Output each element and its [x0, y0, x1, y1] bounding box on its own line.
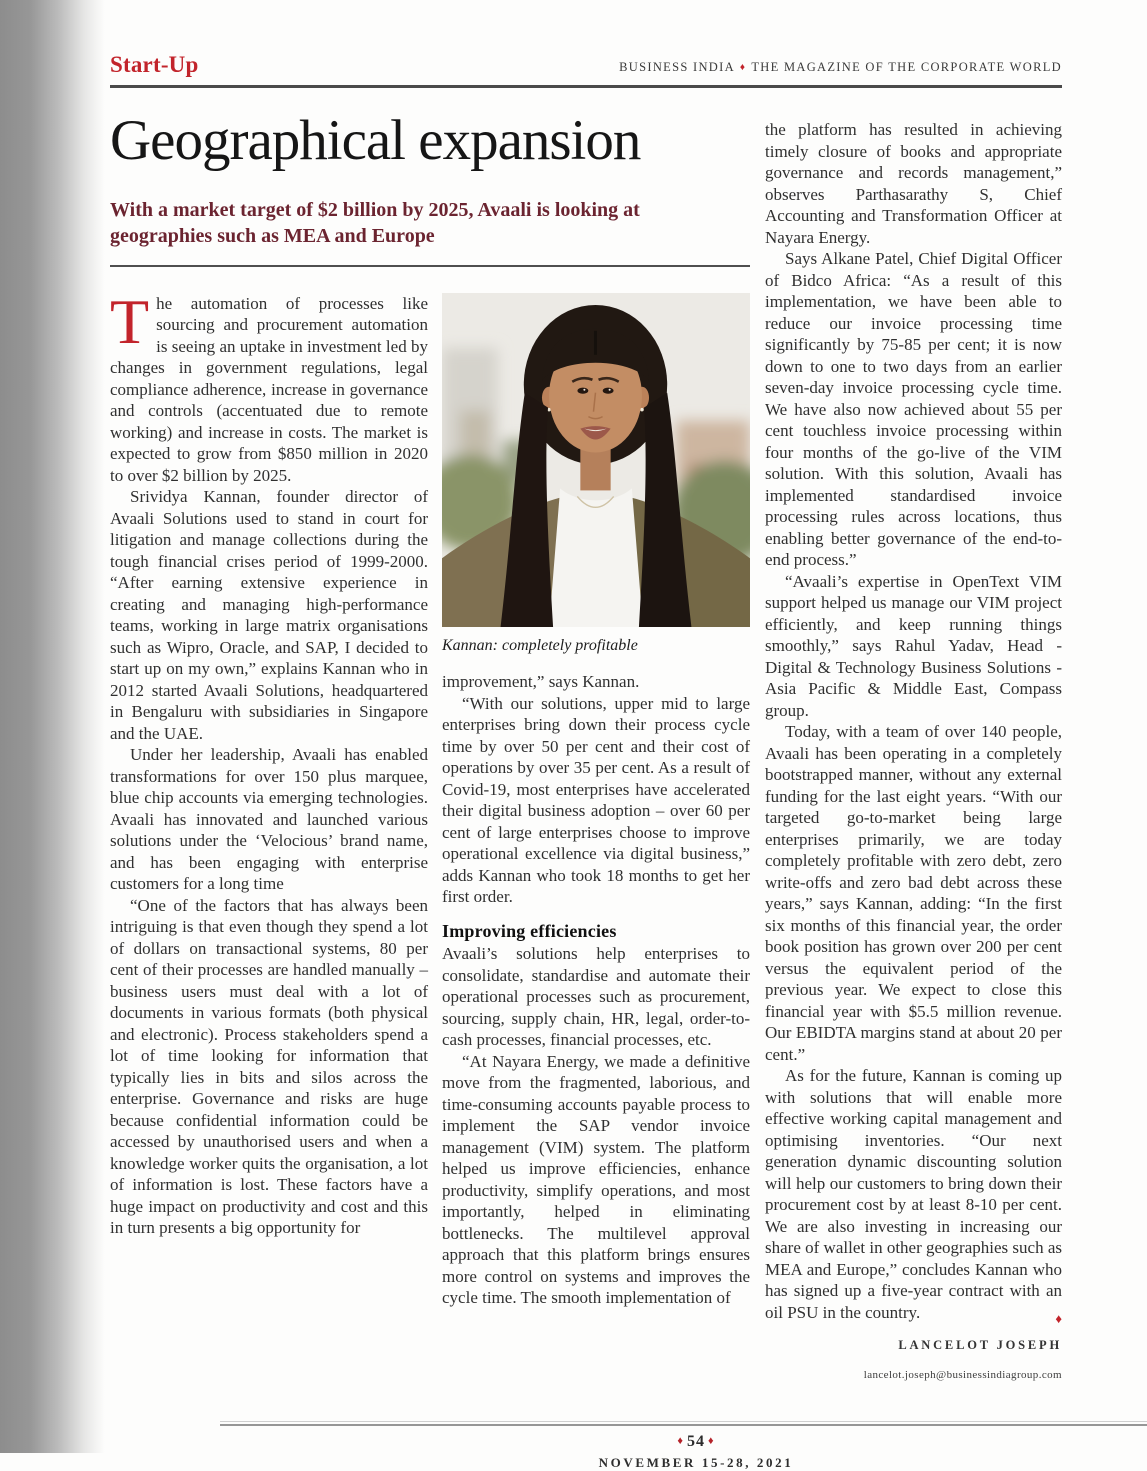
magazine-page: [110, 52, 1062, 1470]
paragraph-col3-1: the platform has resulted in achieving timely closure of books and appropriate governance and records management,” observes Parthasarathy S, Chief Accounting and Transformation Officer at Nayara Energy.: [765, 120, 1062, 247]
column-2: [442, 293, 750, 1309]
text-columns: [110, 285, 750, 1309]
footer-rule: [220, 1421, 1147, 1426]
byline-email: lancelot.joseph@businessindiagroup.com: [863, 1368, 1062, 1381]
photo-caption: Kannan: completely profitable: [442, 636, 638, 654]
column-3: [765, 88, 1062, 1386]
paragraph-col2-4: “At Nayara Energy, we made a definitive move from the fragmented, laborious, and time-consuming accounts payable process to implement the SAP vendor invoice management (VIM) system. The platform helped us improve efficiencies, enhance productivity, simplify operations, and most importantly, helped in eliminating bottlenecks. The multilevel approval approach that this platform brings ensures more control on systems and improves the cycle time. The smooth implementation of: [442, 1051, 750, 1308]
paragraph-col1-4: “One of the factors that has always been intriguing is that even though they spend a lot of dollars on transactional systems, 80 per cent of their processes are handled manually – business users must deal with a lot of documents in various formats (both physical and electronic). Process stakeholders spend a lot of time looking for information that typically lies in bits and silos across the enterprise. Governance and risks are huge because confidential information could be accessed by unauthorised users and when a knowledge worker quits the organisation, a lot of information is lost. These factors have a huge impact on productivity and cost and this in turn presents a big opportunity for: [110, 895, 428, 1238]
masthead-tagline: THE MAGAZINE OF THE CORPORATE WORLD: [751, 60, 1062, 74]
standfirst: With a market target of $2 billion by 2025, Avaali is looking at geographies such as MEA and Europe: [110, 199, 640, 248]
diamond-icon: ♦: [739, 62, 747, 73]
subheading-improving-efficiencies: Improving efficiencies: [442, 920, 617, 941]
paragraph-col1-2: Srividya Kannan, founder director of Avaali Solutions used to stand in court for litigation and manage collections during the tough financial crises period of 1999-2000. “After earning extensive experience in creating and managing high-performance teams, working in large matrix organisations such as Wipro, Oracle, and SAP, I decided to start up on my own,” explains Kannan who in 2012 started Avaali Solutions, headquartered in Bengaluru with subsidiaries in Singapore and the UAE.: [110, 487, 428, 743]
masthead: [619, 60, 1062, 78]
paragraph-col2-1: improvement,” says Kannan.: [442, 672, 640, 692]
section-label: Start-Up: [110, 52, 199, 77]
page-number: [220, 1433, 1147, 1451]
page-header: [110, 52, 1062, 78]
paragraph-col1-1: [110, 285, 428, 487]
issue-date: NOVEMBER 15-28, 2021: [598, 1455, 794, 1470]
diamond-icon: ♦: [677, 1435, 684, 1447]
paragraph-col3-3: “Avaali’s expertise in OpenText VIM support helped us manage our VIM project efficiently, and keep running things smoothly,” says Rahul Yadav, Head - Digital & Technology Business Solutions - Asia Pacific & Middle East, Compass group.: [765, 571, 1062, 720]
scan-gutter-shadow: [0, 0, 108, 1453]
masthead-brand: BUSINESS INDIA: [619, 60, 735, 74]
page-footer: [220, 1421, 1147, 1471]
paragraph-col1-3: Under her leadership, Avaali has enabled transformations for over 150 plus marquee, blue chip accounts via emerging technologies. Avaali has innovated and launched various solutions under the ‘Velocious’ brand name, and has been engaging with enterprise customers for a long time: [110, 745, 428, 894]
paragraph-text: he automation of processes like sourcing and procurement automation is seeing an uptake in investment led by changes in government regulations, legal compliance adherence, increase in governance and controls (accentuated due to remote working) and increase in costs. The market is expected to grow from $850 million in 2020 to over $2 billion by 2025.: [110, 293, 428, 485]
article-body: [110, 88, 1062, 1386]
paragraph-col2-3: Avaali’s solutions help enterprises to consolidate, standardise and automate their operational processes such as procurement, sourcing, supply chain, HR, legal, order-to-cash processes, financial processes, etc.: [442, 944, 750, 1050]
byline-author: LANCELOT JOSEPH: [898, 1338, 1062, 1352]
paragraph-col3-2: Says Alkane Patel, Chief Digital Officer of Bidco Africa: “As a result of this implementation, we have been able to reduce our invoice processing time significantly by 75-85 per cent; it is now down to one to two days from an earlier seven-day invoice processing cycle time. We have also now achieved about 55 per cent touchless invoice processing within four months of the go-live of the VIM solution. With this solution, Avaali has implemented standardised invoice processing rules across locations, thus enabling better governance of the end-to-end process.”: [765, 249, 1062, 569]
dropcap-letter: T: [110, 285, 150, 357]
end-of-article-diamond-icon: ♦: [1055, 1310, 1062, 1326]
standfirst-rule: [110, 265, 750, 267]
paragraph-col3-4: Today, with a team of over 140 people, Avaali has been operating in a completely bootstrapped manner, without any external funding for the last eight years. “With our targeted go-to-market being large enterprises primarily, we are today completely profitable with zero debt, zero write-offs and zero bad debt across these years,” says Kannan, adding: “In the first six months of this financial year, the order book position has grown over 200 per cent versus the equivalent period of the previous year. We expect to close this financial year with $5.5 million revenue. Our EBIDTA margins stand at about 20 per cent.”: [765, 722, 1062, 1064]
article-title: Geographical expansion: [110, 109, 641, 172]
kannan-photo: [442, 293, 750, 627]
page-number-value: 54: [687, 1433, 705, 1450]
paragraph-text: As for the future, Kannan is coming up with solutions that will enable more effective working capital management and optimising inventories. “Our next generation dynamic discounting solution will help our customers to bring down their procurement cost by at least 8-10 per cent. We are also investing in increasing our share of wallet in other geographies such as MEA and Europe,” concludes Kannan who has signed up a five-year contract with an oil PSU in the country.: [765, 1066, 1062, 1322]
article-left-block: [110, 88, 750, 1386]
paragraph-col3-5: [765, 1065, 1062, 1326]
diamond-icon: ♦: [708, 1435, 715, 1447]
paragraph-col2-2: “With our solutions, upper mid to large enterprises bring down their process cycle time by over 50 per cent and their cost of operations by over 35 per cent. As a result of Covid-19, most enterprises have accelerated their digital business adoption – over 60 per cent of large enterprises choose to improve operational excellence via digital business,” adds Kannan who took 18 months to get her first order.: [442, 693, 750, 907]
column-1: [110, 285, 428, 1309]
